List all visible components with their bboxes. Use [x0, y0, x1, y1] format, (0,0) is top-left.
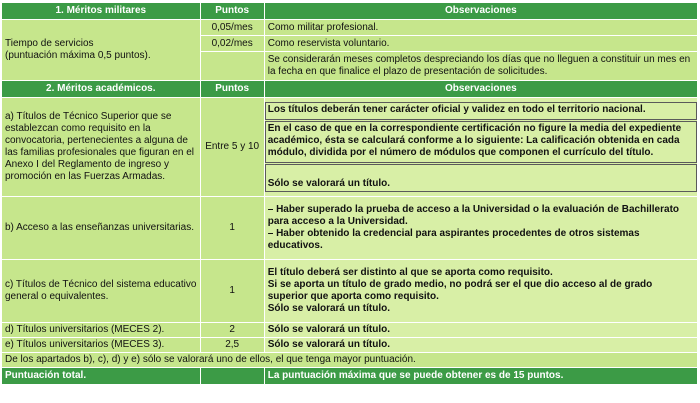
- total-text: La puntuación máxima que se puede obtener es de 15 puntos.: [265, 368, 697, 384]
- section2-observations-header: Observaciones: [265, 81, 697, 97]
- label-d: d) Títulos universitarios (MECES 2).: [2, 323, 200, 337]
- section2-points-header: Puntos: [201, 81, 264, 97]
- label-c: c) Títulos de Técnico del sistema educativo general o equivalentes.: [2, 260, 200, 322]
- obs-b-cell: [265, 197, 697, 259]
- obs-professional: Como militar profesional.: [265, 20, 697, 35]
- obs-a-3-text: Sólo se valorará un título.: [267, 178, 390, 189]
- points-professional: 0,05/mes: [201, 20, 264, 35]
- merits-table: [1, 2, 698, 385]
- points-d: 2: [201, 323, 264, 337]
- obs-a-cell: [265, 98, 697, 196]
- service-time-label-cell: [2, 20, 200, 80]
- service-time-label: Tiempo de servicios: [5, 38, 94, 49]
- total-row: [2, 368, 697, 384]
- obs-c-3: Sólo se valorará un título.: [267, 303, 390, 314]
- points-a: Entre 5 y 10: [201, 98, 264, 196]
- row-d: [2, 323, 697, 337]
- note-row: [2, 353, 697, 367]
- selection-note: De los apartados b), c), d) y e) sólo se valorará uno de ellos, el que tenga mayor puntuación.: [2, 353, 697, 367]
- obs-c-cell: [265, 260, 697, 322]
- obs-c-1: El título deberá ser distinto al que se aporta como requisito.: [267, 267, 553, 278]
- merits-table-container: [1, 2, 698, 385]
- row-a: [2, 98, 697, 196]
- total-label: Puntuación total.: [2, 368, 200, 384]
- section1-observations-header: Observaciones: [265, 3, 697, 19]
- label-e: e) Títulos universitarios (MECES 3).: [2, 338, 200, 352]
- obs-e: Sólo se valorará un título.: [265, 338, 697, 352]
- section1-title: 1. Méritos militares: [2, 3, 200, 19]
- row-b: [2, 197, 697, 259]
- row-e: [2, 338, 697, 352]
- obs-a-1: Los títulos deberán tener carácter oficial y validez en todo el territorio nacional.: [265, 102, 697, 120]
- row-c: [2, 260, 697, 322]
- section1-points-header: Puntos: [201, 3, 264, 19]
- total-points-empty: [201, 368, 264, 384]
- section2-header-row: [2, 81, 697, 97]
- points-e: 2,5: [201, 338, 264, 352]
- section1-row-1: [2, 20, 697, 35]
- section1-header-row: [2, 3, 697, 19]
- obs-c-2: Si se aporta un título de grado medio, no podrá ser el que dio acceso al de grado superior que aporta como requisito.: [267, 279, 653, 302]
- points-empty: [201, 52, 264, 80]
- label-a: a) Títulos de Técnico Superior que se establezcan como requisito en la convocatoria, pertenecientes a alguna de las familias profesionales que figuran en el Anexo I del Reglamento de ingreso y promoción en las Fuerzas Armadas.: [2, 98, 200, 196]
- points-c: 1: [201, 260, 264, 322]
- points-b: 1: [201, 197, 264, 259]
- obs-b-1: – Haber superado la prueba de acceso a la Universidad o la evaluación de Bachillerato para acceso a la Universidad.: [267, 204, 680, 227]
- points-reservist: 0,02/mes: [201, 36, 264, 51]
- service-time-note: (puntuación máxima 0,5 puntos).: [5, 50, 151, 61]
- label-b: b) Acceso a las enseñanzas universitarias.: [2, 197, 200, 259]
- obs-complete-months: Se considerarán meses completos despreciando los días que no lleguen a constituir un mes en la fecha en que finalice el plazo de presentación de solicitudes.: [265, 52, 697, 80]
- obs-b-2: – Haber obtenido la credencial para aspirantes procedentes de otros sistemas educativos.: [267, 228, 640, 251]
- obs-a-2: En el caso de que en la correspondiente certificación no figure la media del expediente académico, ésta se calculará conforme a lo siguiente: La calificación obtenida en cada módulo, dividida por el número de módulos que componen el currículo del título.: [265, 121, 697, 163]
- obs-d: Sólo se valorará un título.: [265, 323, 697, 337]
- obs-reservist: Como reservista voluntario.: [265, 36, 697, 51]
- section2-title: 2. Méritos académicos.: [2, 81, 200, 97]
- obs-a-3: [265, 164, 697, 192]
